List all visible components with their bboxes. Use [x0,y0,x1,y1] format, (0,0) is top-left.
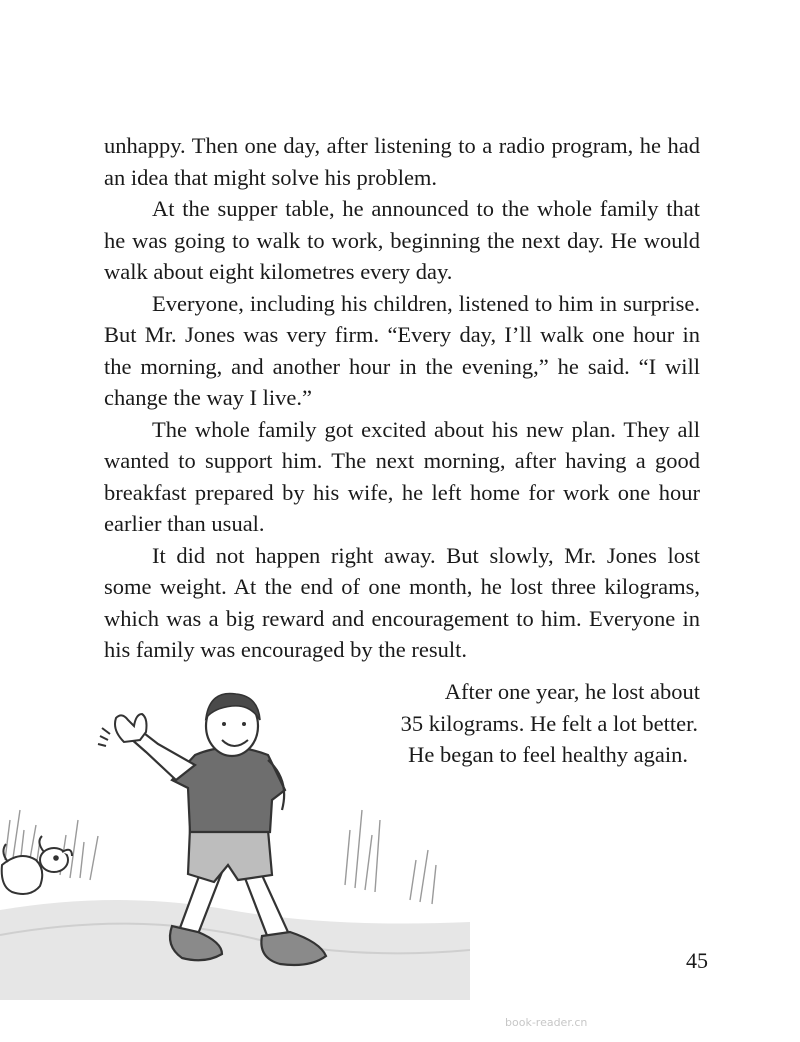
man-walking-illustration [0,660,470,1000]
paragraph-4: The whole family got excited about his new plan. They all wanted to support him. The next morning, after having a good breakfast prepared by his wife, he left home for work one hour earlier than usual. [104,416,700,536]
paragraph-3: Everyone, including his children, listened to him in surprise. But Mr. Jones was very firm. “Every day, I’ll walk one hour in the morning, and another hour in the evening,” he said. “I will change the way I live.” [104,290,700,410]
paragraph-1: unhappy. Then one day, after listening to a radio program, he had an idea that might solve his problem. [104,133,700,190]
grass-right [345,810,436,904]
dog-figure [2,836,72,894]
story-text [104,130,700,666]
paragraph-2: At the supper table, he announced to the whole family that he was going to walk to work, beginning the next day. He would walk about eight kilometres every day. [104,196,700,284]
ground-path [0,900,470,1000]
page-number: 45 [686,948,708,973]
closing-line-1: After one year, he lost about [444,679,700,704]
watermark-text: book-reader.cn [505,1016,588,1029]
closing-line-3: He began to feel healthy again. [408,742,688,767]
closing-line-2: 35 kilograms. He felt a lot better. [400,710,698,736]
paragraph-5: It did not happen right away. But slowly, Mr. Jones lost some weight. At the end of one month, he lost three kilograms, which was a big reward and encouragement to him. Everyone in his family was encouraged by the result. [104,542,700,662]
man-shorts [188,828,272,882]
